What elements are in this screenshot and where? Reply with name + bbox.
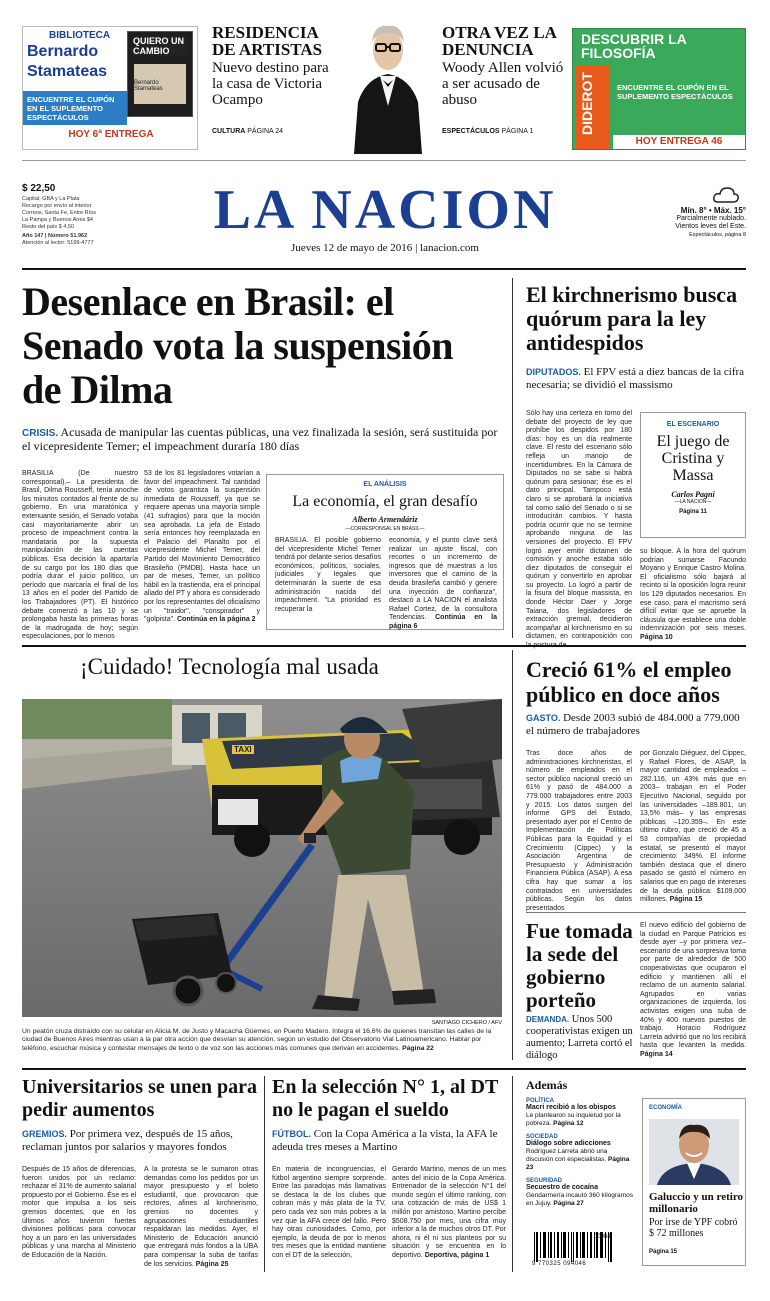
photo-headline[interactable]: ¡Cuidado! Tecnología mal usada xyxy=(80,654,379,679)
porteno-headline[interactable]: Fue tomada la sede del gobierno porteño xyxy=(526,919,633,1012)
economia-box[interactable] xyxy=(642,1098,746,1266)
k-escenario-label: EL ESCENARIO xyxy=(666,421,720,428)
futbol-kicker: FÚTBOL. xyxy=(272,1129,311,1139)
porteno-col: El nuevo edificio del gobierno de la ciudad en Parque Patricios es desde ayer –y por primera vez– escenario de una sorpresiva toma por parte de alrededor de 500 cooperativistas que ocuparon el edificio y mantienen allí el reclamo de un aumento salarial. Agrupados en varias organizaciones de izquierda, los activistas exigen una suba de 40% y 400 nuevos puestos de trabajo. Horacio Rodríguez Larreta advirtió que no los recibirá hasta que levanten la medida. Página 14 xyxy=(640,922,746,1058)
promo-biblioteca-delivery: HOY 6ª ENTREGA xyxy=(68,129,154,140)
photo-caption: Un peatón cruza distraído con su celular en Alicia M. de Justo y Macacha Güemes, en Puerto Madero. Integra el 16,6% de quienes transitan las calles de la ciudad de Buenos Aires mientras usan a la par otra acción que desvían su atención, según un estudio del Observatorio Vial Latinoamericano. Hablar por teléfono, escuchar música y contestar mensajes de texto o de voz son las acciones más comunes que derivan en accidentes. Página 22 xyxy=(22,1028,492,1052)
futbol-deck: FÚTBOL. Con la Copa América a la vista, la AFA le adeuda tres meses a Martino xyxy=(272,1128,498,1153)
futbol-col2: Gerardo Martino, menos de un mes antes del inicio de la Copa América. Entrenador de la selección N°1 del mundo según el último ranking, con una cotización de más de US$ 1 millón por amistoso, Martino percibe $508.750 por mes, una cifra muy inferior a la de muchos otros DT. Por ahora, ni él ni sus planteos por su situación y se encuentra en lo deportivo. Deportiva, página 1 xyxy=(392,1166,506,1259)
analysis-col2: economía, y el punto clave será realizar un ajuste fiscal, con recortes o un incremento de ingresos que dé muestras a los inversores que el camino de la deuda brasileña cambió y genere una inyección de confianza", destacó a LA NACION el analista Rafael Cortez, de la consultora Tendencias. Continúa en la página 6 xyxy=(389,537,497,630)
economia-headline: Galuccio y un retiro millonario xyxy=(649,1191,744,1215)
masthead-site[interactable]: lanacion.com xyxy=(420,242,479,254)
analysis-continue[interactable]: Continúa en la página 6 xyxy=(389,614,497,630)
k-col2: su bloque. A la hora del quórum podrían sumarse Facundo Moyano y Enrique Castro Molina. El oficialismo sólo bajará al recinto si la oposición logra reunir los 129 diputados necesarios. En ese caso, para el macrismo será difícil evitar que se apruebe la cláusula que establece una doble indemnización por seis meses. Página 10 xyxy=(640,548,746,641)
promo-residencia-section: CULTURA xyxy=(212,128,246,135)
k-escenario-page: Página 11 xyxy=(679,509,707,515)
edition-number: Año 147 | Número 51.962 xyxy=(22,233,88,239)
economia-label: ECONOMÍA xyxy=(649,1105,682,1111)
univ-kicker: GREMIOS. xyxy=(22,1129,68,1139)
promo-residencia[interactable] xyxy=(212,24,340,148)
economia-text: Por irse de YPF cobró $ 72 millones xyxy=(649,1217,738,1239)
empleo-headline[interactable]: Creció 61% el empleo público en doce años xyxy=(526,657,732,707)
promo-filosofia-title: DESCUBRIR LA FILOSOFÍA xyxy=(581,31,687,61)
lead-deck: CRISIS. Acusada de manipular las cuentas públicas, una vez finalizada la sesión, será sustituida por el vicepresidente Temer; el impeachment duraría 180 días xyxy=(22,425,498,453)
futbol-headline[interactable]: En la selección N° 1, al DT no le pagan el sueldo xyxy=(272,1076,498,1121)
woody-allen-photo xyxy=(340,14,436,154)
book-title: QUIERO UN CAMBIO xyxy=(133,36,189,56)
ademas-list xyxy=(526,1098,634,1208)
univ-col2: A la protesta se le sumaron otras demandas como los pedidos por un mayor presupuesto y el boleto estudiantil, que provocaron que rectores, afines al kirchnerismo, gremios no docentes y agrupaciones estudiantiles respaldaran las medidas. Ayer, el Ministerio de Educación anunció que entregará más fondos a la UBA para compensar la suba de tarifas de los servicios. Página 25 xyxy=(144,1166,258,1268)
porteno-deck: DEMANDA. Unos 500 cooperativistas exigen un aumento; Larreta cortó el diálogo xyxy=(526,1014,633,1061)
promo-residencia-sub: Nuevo destino para la casa de Victoria Ocampo xyxy=(212,60,329,108)
empleo-deck: GASTO. Desde 2003 subió de 484.000 a 779.000 el número de trabajadores xyxy=(526,712,740,737)
masthead-date: Jueves 12 de mayo de 2016 xyxy=(291,242,413,254)
lead-col1: BRASILIA (De nuestro corresponsal).– La presidenta de Brasil, Dilma Rousseff, tenía anoche los minutos contados al frente de su gobierno. En una maratónica y extenuante sesión, el Senado votaba casi mayoritariamente abrir un proceso de impeachment contra la mandataria por la supuesta manipulación de las cuentas públicas. Esa decisión la apartaría de su cargo por los 180 días que podría durar el juicio político, un período que marcaría el final de los 13 años en el poder del Partido de los Trabajadores (PT). El histórico debate comenzó a las 10 y se prolongaba hasta las primeras horas de la madrugada de hoy; según especulaciones, por lo menos xyxy=(22,470,138,641)
promo-denuncia-section: ESPECTÁCULOS xyxy=(442,128,500,135)
porteno-kicker: DEMANDA. xyxy=(526,1015,570,1024)
promo-biblioteca-name2: Stamateas xyxy=(27,63,108,80)
empleo-continue[interactable]: Página 15 xyxy=(669,896,703,904)
masthead-logo[interactable]: LA NACION xyxy=(213,179,557,241)
economia-page[interactable]: Página 15 xyxy=(649,1249,678,1255)
diderot-book xyxy=(575,65,609,149)
empleo-col2: por Gonzalo Diéguez, del Cippec, y Rafael Flores, de ASAP, la mayor cantidad de empleados –282.116, un 43% más que en 2003– trabajan en el Poder Ejecutivo Nacional, seguido por las universidades –189.801, un 13,5% más– y las empresas públicas –120.359–. En este último rubro, que creció de 45 a 53 compañías de propiedad estatal, se presentó el mayor crecimiento: 349%. El informe también destaca que el dinero pasado se gastó el número en salarios que en pago de intereses de la deuda pública: $109.000 millones. Página 15 xyxy=(640,750,746,904)
promo-filosofia[interactable] xyxy=(572,28,746,150)
ademas-item-politica[interactable]: POLÍTICA Macri recibió a los obispos Le plantearon su inquietud por la pobreza. Página 12 xyxy=(526,1098,621,1127)
promo-denuncia-sub: Woody Allen volvió a ser acusado de abuso xyxy=(442,60,564,108)
promo-residencia-page: PÁGINA 24 xyxy=(247,128,284,135)
ademas-title: Además xyxy=(526,1078,568,1092)
k-deck: DIPUTADOS. El FPV está a diez bancas de la cifra necesaria; se dividió el massismo xyxy=(526,366,745,391)
empleo-kicker: GASTO. xyxy=(526,713,561,723)
k-continue[interactable]: Página 10 xyxy=(640,633,673,641)
lead-continue[interactable]: Continúa en la página 2 xyxy=(177,616,256,624)
k-col1: Sólo hay una certeza en torno del debate del proyecto de ley que prohíbe los despidos por 180 días: hoy es un día realmente clave. El resto del escenario sólo refleja un manojo de incertidumbres. En la Cámara de Diputados no se sabe si habrá quórum para sesionar; ése es el dato principal. Tampoco está claro si se aprobará la iniciativa tal como salió del Senado o si se introducirán cambios. Y hasta podría ocurrir que no se termine aprobando ninguna de las versiones del proyecto. El FPV logró ayer emitir dictamen de comisión y anoche estaba sólo diez diputados de conseguir el quórum y convertirlo en aprobar su proyecto. Lo logró a partir de la fisura del bloque massista, en donde Héctor Daer y Jorge Taiana, dos legisladores de extracción gremial, decidieron acompañar al kirchnerismo en su dictamen, en contraposición con xyxy=(526,410,632,641)
univ-headline[interactable]: Universitarios se unen para pedir aumentos xyxy=(22,1076,257,1121)
k-headline[interactable]: El kirchnerismo busca quórum para la ley antidespidos xyxy=(526,282,738,355)
futbol-continue[interactable]: Deportiva, página 1 xyxy=(424,1251,490,1259)
empleo-col1: Tras doce años de administraciones kirchneristas, el número de empleados en el sector público nacional creció un 61% y pasó de 484.000 a 779.000 trabajadores entre 2003 y 2015. Los datos surgen del informe GPS del Estado, presentado ayer por el Centro de Implementación de Políticas Públicas para la Equidad y el Crecimiento (Cippec) y la Asociación Argentina de Presupuesto y Administración Financiera Pública (ASAP). A esa cifra hay que sumar a los contratados en universidades públicas. Según los datos presentados xyxy=(526,750,632,912)
photo-credit: SANTIAGO CICHERO / AFV xyxy=(431,1020,502,1026)
analysis-col1: BRASILIA. El posible gobierno del vicepresidente Michel Temer tendrá por delante serios desafíos económicos, políticos, sociales, judiciales y legales que determinarán la suerte de esa administración nacida del impeachment. "La prioridad es recuperar la xyxy=(275,537,381,613)
univ-continue[interactable]: Página 25 xyxy=(195,1260,229,1268)
promo-denuncia-title: OTRA VEZ LA DENUNCIA xyxy=(442,23,557,59)
porteno-continue[interactable]: Página 14 xyxy=(640,1050,673,1058)
promo-biblioteca-name1: Bernardo xyxy=(27,43,99,60)
k-escenario-box[interactable] xyxy=(640,412,746,538)
promo-biblioteca-coupon: ENCUENTRE EL CUPÓN EN EL SUPLEMENTO ESPECTÁCULOS xyxy=(23,91,127,125)
diderot-book-title: DIDEROT xyxy=(579,72,595,135)
promo-biblioteca[interactable] xyxy=(22,26,198,150)
k-escenario-role: —LA NACION— xyxy=(674,499,712,505)
ademas-item-seguridad[interactable]: SEGURIDAD Secuestro de cocaína Gendarmería incautó 360 kilogramos en Jujuy. Página 27 xyxy=(526,1178,633,1207)
univ-col1: Después de 15 años de diferencias, fueron unidos por un reclamo: rechazar el 31% de aumento salarial propuesto por el Gobierno. Ése es el motor que impulsa a los seis gremios docentes, que en los últimos años tuvieron fuertes divisiones políticas para convocar hoy a un paro en las universidades públicas y una marcha al Ministerio de Educación de la Nación. xyxy=(22,1166,137,1259)
ademas-item-sociedad[interactable]: SOCIEDAD Diálogo sobre adicciones Rodríguez Larreta abrió una discusión con especialistas. Página 23 xyxy=(526,1134,630,1171)
futbol-col1: En materia de incongruencias, el fútbol argentino siempre sorprende. Entre las paradojas más llamativas se destaca la de los clubes que cobran más y más plata de la TV, pero cada vez son más pobres a la vez que la AFA crece del fallo. Pero hay otras curiosidades. Como, por ejemplo, la deuda de por lo menos tres meses que la entidad mantiene con el DT de la selección, xyxy=(272,1166,386,1259)
book-author: Bernardo Stamateas xyxy=(134,80,163,92)
taxi-sign: TAXI xyxy=(234,745,252,754)
masthead-price-lines: Capital, GBA y La Plata Recargo por envío al interior Correos, Santa Fe, Entre Ríos La Pampa y Buenos Aires $4 Resto del país $ 4,50 Año 147 | Número 51.962 Atención al lector: 5199-4777 xyxy=(22,196,122,247)
reader-phone: Atención al lector: 5199-4777 xyxy=(22,240,94,246)
masthead-price: $ 22,50 xyxy=(22,183,56,194)
analysis-role: —CORRESPONSAL EN BRASIL— xyxy=(345,526,425,532)
lead-headline[interactable]: Desenlace en Brasil: el Senado vota la suspensión de Dilma xyxy=(22,279,453,412)
street-photo[interactable] xyxy=(22,699,502,1017)
galuccio-photo xyxy=(649,1119,739,1185)
photo-page[interactable]: Página 22 xyxy=(402,1044,434,1052)
book-cover xyxy=(127,31,193,117)
barcode-digits: 9 770325 094046 xyxy=(532,1261,587,1267)
promo-residencia-title: RESIDENCIA DE ARTISTAS xyxy=(212,23,323,59)
analysis-author: Alberto Armendáriz xyxy=(352,515,418,524)
barcode-code: 00084 xyxy=(594,1234,611,1240)
k-kicker: DIPUTADOS. xyxy=(526,367,581,377)
lead-kicker: CRISIS. xyxy=(22,428,59,439)
univ-deck: GREMIOS. Por primera vez, después de 15 años, reclaman juntos por salarios y mayores fondos xyxy=(22,1128,233,1153)
k-escenario-author: Carlos Pagni xyxy=(671,490,715,499)
weather-temp: Mín. 8° • Máx. 15° xyxy=(680,206,746,215)
analysis-label: EL ANÁLISIS xyxy=(363,481,407,488)
k-escenario-title: El juego de Cristina y Massa xyxy=(656,433,730,484)
analysis-box[interactable] xyxy=(266,474,504,630)
weather: Mín. 8° • Máx. 15° Parcialmente nublado. Vientos leves del Este. Espectáculos, página 8 xyxy=(650,207,746,239)
promo-filosofia-coupon: ENCUENTRE EL CUPÓN EN EL SUPLEMENTO ESPECTÁCULOS xyxy=(617,83,733,101)
promo-denuncia-page: PÁGINA 1 xyxy=(501,128,534,135)
lead-col2: 53 de los 81 legisladores votarían a favor del impeachment. Tal cantidad de votos garantiza la suspensión inmediata de Rousseff, ya que se requiere apenas una mayoría simple (41 sufragios) para que la moción sea aprobada. La jefa de Estado sería entonces hoy reemplazada en el Palacio del Planalto por el vicepresidente Michel Temer, del Partido del Movimiento Democrático Brasileño (PMDB). Hasta hace un par de meses, Temer, un político hábil en la trastienda, era el principal aliado del PT y ahora es considerado por los representantes del oficialismo un "traidor", "conspirador" y "golpista". Continúa en la página 2 xyxy=(144,470,260,624)
masthead-dateline: Jueves 12 de mayo de 2016 | lanacion.com xyxy=(291,242,479,254)
promo-denuncia[interactable] xyxy=(442,24,566,148)
analysis-title: La economía, el gran desafío xyxy=(292,493,478,510)
promo-filosofia-delivery: HOY ENTREGA 46 xyxy=(613,135,745,149)
promo-biblioteca-title: BIBLIOTECA xyxy=(49,30,111,41)
